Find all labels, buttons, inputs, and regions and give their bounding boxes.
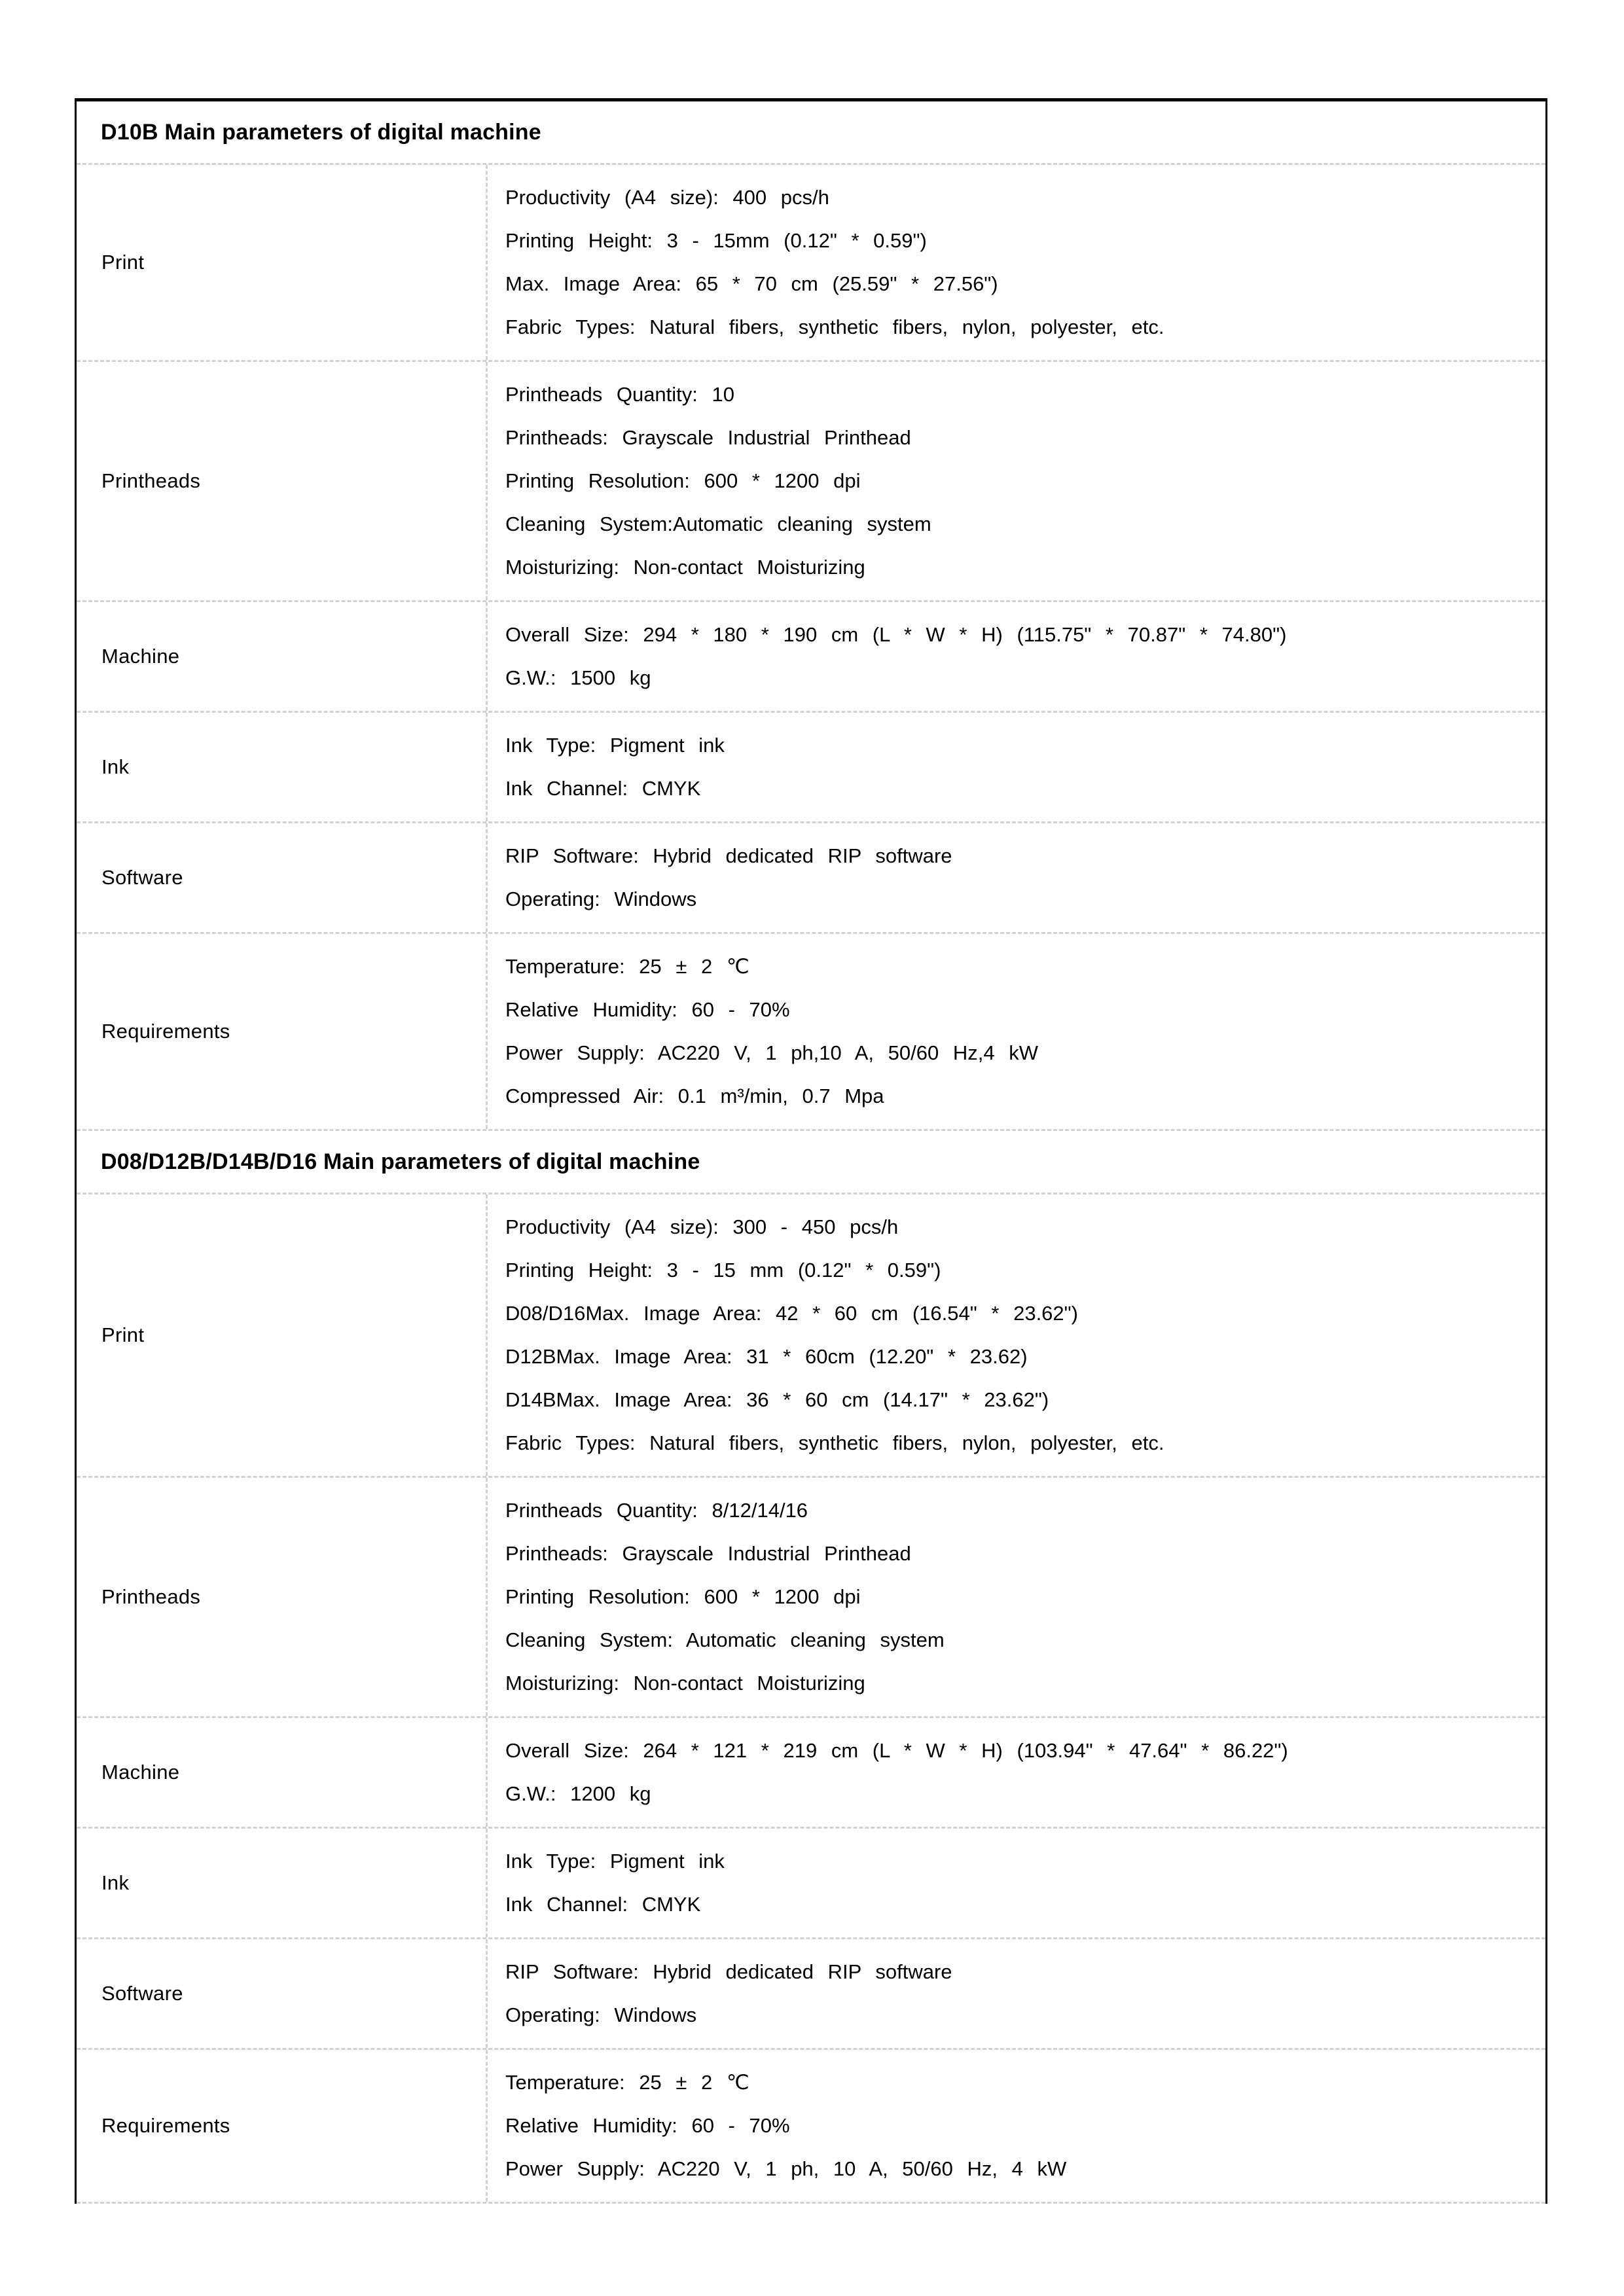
- spec-line: D14BMax. Image Area: 36 * 60 cm (14.17" * 23.62"): [505, 1388, 1049, 1411]
- row-content: [488, 1718, 1545, 1827]
- table-row: [77, 1194, 1545, 1478]
- table-row: [77, 1478, 1545, 1718]
- table-row: [77, 1829, 1545, 1939]
- spec-line: Cleaning System:Automatic cleaning system: [505, 512, 931, 535]
- spec-line: Ink Channel: CMYK: [505, 777, 701, 800]
- row-label: Requirements: [77, 934, 488, 1129]
- spec-line: Printing Resolution: 600 * 1200 dpi: [505, 469, 861, 492]
- table-row: [77, 1939, 1545, 2050]
- table-row: [77, 165, 1545, 362]
- spec-line: Printheads Quantity: 10: [505, 383, 735, 406]
- spec-line: Printheads Quantity: 8/12/14/16: [505, 1499, 808, 1522]
- spec-table: [75, 98, 1547, 2204]
- spec-line: Compressed Air: 0.1 m³/min, 0.7 Mpa: [505, 1085, 884, 1107]
- row-label: Requirements: [77, 2050, 488, 2202]
- row-content: [488, 602, 1545, 711]
- spec-line: Moisturizing: Non-contact Moisturizing: [505, 1672, 865, 1695]
- spec-line: Fabric Types: Natural fibers, synthetic fibers, nylon, polyester, etc.: [505, 315, 1164, 338]
- row-content: [488, 362, 1545, 600]
- spec-line: Printing Resolution: 600 * 1200 dpi: [505, 1585, 861, 1608]
- row-content: [488, 713, 1545, 821]
- row-label: Print: [77, 165, 488, 360]
- spec-line: RIP Software: Hybrid dedicated RIP software: [505, 1960, 952, 1983]
- spec-line: Power Supply: AC220 V, 1 ph,10 A, 50/60 Hz,4 kW: [505, 1041, 1038, 1064]
- row-label: Printheads: [77, 362, 488, 600]
- row-label: Machine: [77, 602, 488, 711]
- row-label: Software: [77, 823, 488, 932]
- row-content: [488, 2050, 1545, 2202]
- spec-line: Relative Humidity: 60 - 70%: [505, 998, 790, 1021]
- spec-line: D08/D16Max. Image Area: 42 * 60 cm (16.54" * 23.62"): [505, 1302, 1078, 1325]
- spec-line: Printing Height: 3 - 15 mm (0.12" * 0.59"): [505, 1259, 941, 1282]
- spec-line: Cleaning System: Automatic cleaning system: [505, 1628, 945, 1651]
- spec-line: RIP Software: Hybrid dedicated RIP software: [505, 844, 952, 867]
- row-content: [488, 823, 1545, 932]
- spec-line: D12BMax. Image Area: 31 * 60cm (12.20" * 23.62): [505, 1345, 1028, 1368]
- section-header: D08/D12B/D14B/D16 Main parameters of digital machine: [77, 1131, 1545, 1194]
- spec-line: Relative Humidity: 60 - 70%: [505, 2114, 790, 2137]
- table-row: [77, 823, 1545, 934]
- table-row: [77, 362, 1545, 602]
- spec-line: Ink Type: Pigment ink: [505, 734, 725, 757]
- table-row: [77, 934, 1545, 1131]
- spec-line: Productivity (A4 size): 300 - 450 pcs/h: [505, 1215, 899, 1238]
- spec-line: Fabric Types: Natural fibers, synthetic fibers, nylon, polyester, etc.: [505, 1431, 1164, 1454]
- row-content: [488, 934, 1545, 1129]
- row-label: Software: [77, 1939, 488, 2048]
- spec-line: Printing Height: 3 - 15mm (0.12" * 0.59"): [505, 229, 927, 252]
- spec-line: G.W.: 1200 kg: [505, 1782, 651, 1805]
- row-content: [488, 1478, 1545, 1716]
- spec-line: Moisturizing: Non-contact Moisturizing: [505, 556, 865, 579]
- row-content: [488, 1939, 1545, 2048]
- row-content: [488, 165, 1545, 360]
- row-label: Printheads: [77, 1478, 488, 1716]
- spec-line: Temperature: 25 ± 2 ℃: [505, 2071, 749, 2094]
- spec-line: Overall Size: 294 * 180 * 190 cm (L * W * H) (115.75" * 70.87" * 74.80"): [505, 623, 1287, 646]
- spec-line: Temperature: 25 ± 2 ℃: [505, 955, 749, 978]
- spec-line: Operating: Windows: [505, 2003, 697, 2026]
- row-label: Print: [77, 1194, 488, 1476]
- table-row: [77, 1718, 1545, 1829]
- row-content: [488, 1829, 1545, 1937]
- spec-line: Max. Image Area: 65 * 70 cm (25.59" * 27.56"): [505, 272, 998, 295]
- row-label: Machine: [77, 1718, 488, 1827]
- table-row: [77, 2050, 1545, 2204]
- table-row: [77, 713, 1545, 823]
- spec-line: Overall Size: 264 * 121 * 219 cm (L * W * H) (103.94" * 47.64" * 86.22"): [505, 1739, 1288, 1762]
- spec-line: G.W.: 1500 kg: [505, 666, 651, 689]
- table-row: [77, 602, 1545, 713]
- spec-line: Ink Type: Pigment ink: [505, 1850, 725, 1873]
- spec-line: Productivity (A4 size): 400 pcs/h: [505, 186, 829, 209]
- spec-line: Power Supply: AC220 V, 1 ph, 10 A, 50/60 Hz, 4 kW: [505, 2157, 1067, 2180]
- row-content: [488, 1194, 1545, 1476]
- spec-line: Ink Channel: CMYK: [505, 1893, 701, 1916]
- section-header: D10B Main parameters of digital machine: [77, 101, 1545, 165]
- spec-line: Printheads: Grayscale Industrial Printhead: [505, 1542, 911, 1565]
- spec-line: Printheads: Grayscale Industrial Printhead: [505, 426, 911, 449]
- row-label: Ink: [77, 713, 488, 821]
- row-label: Ink: [77, 1829, 488, 1937]
- spec-line: Operating: Windows: [505, 888, 697, 910]
